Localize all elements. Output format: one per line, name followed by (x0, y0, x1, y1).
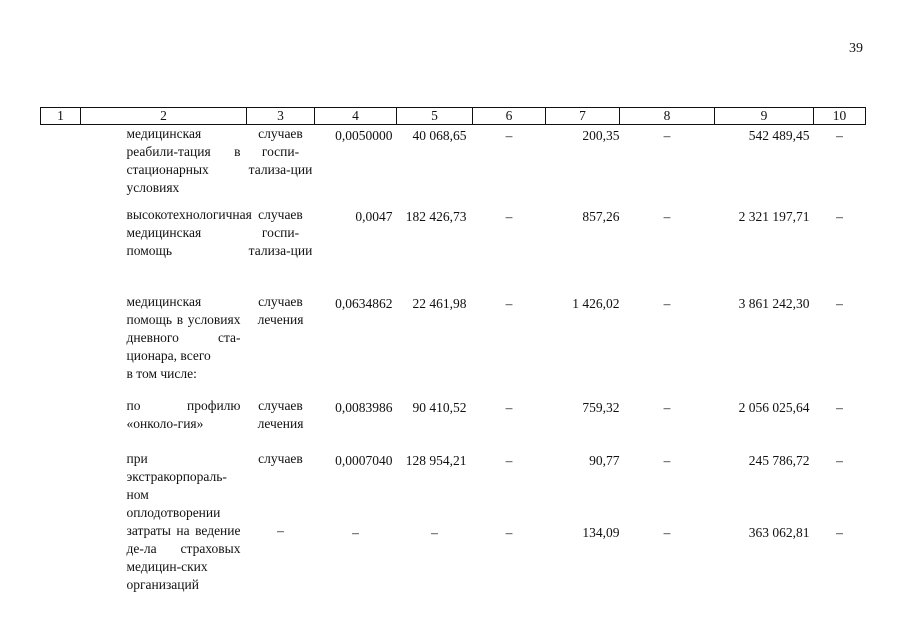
header-cell: 2 (81, 108, 247, 125)
row-value-5 (397, 365, 473, 397)
row-value-7 (546, 365, 620, 397)
table-row (41, 206, 866, 293)
row-name: высокотехнологичная медицинская помощь (126, 206, 252, 258)
header-cell: 8 (620, 108, 715, 125)
row-value-4 (315, 365, 397, 397)
row-value-10: – (836, 295, 843, 311)
row-value-6: – (505, 128, 513, 143)
row-name: медицинская помощь в условиях дневного ста-ционара, всего (126, 293, 241, 363)
row-value-9: 245 786,72 (748, 452, 810, 468)
row-value-4: 0,0047 (355, 208, 393, 224)
row-value-5: – (431, 524, 438, 540)
table-row (41, 293, 866, 365)
row-value-6: – (505, 524, 513, 540)
row-unit: – (277, 522, 284, 538)
row-value-4: 0,0634862 (335, 295, 393, 311)
row-value-9: 2 056 025,64 (738, 399, 810, 415)
row-value-5: 90 410,52 (412, 399, 467, 415)
row-unit: случаев лечения (257, 293, 304, 327)
row-value-6: – (505, 452, 513, 468)
row-name: в том числе: (126, 365, 197, 381)
row-value-5: 22 461,98 (412, 295, 467, 311)
header-cell: 10 (814, 108, 866, 125)
tariff-table (40, 107, 866, 594)
row-unit: случаев (258, 450, 303, 466)
row-value-10: – (836, 208, 843, 224)
row-value-6: – (505, 399, 513, 415)
header-cell: 6 (473, 108, 546, 125)
row-value-4: 0,0083986 (335, 399, 393, 415)
row-value-6: – (505, 208, 513, 224)
row-value-7: 1 426,02 (572, 295, 620, 311)
header-cell: 1 (41, 108, 81, 125)
row-value-8: – (663, 399, 671, 415)
row-name: при экстракорпораль-ном оплодотворении (126, 450, 227, 520)
row-value-4: – (352, 524, 359, 540)
row-value-10: – (836, 524, 843, 540)
row-value-8: – (663, 295, 671, 311)
row-value-9: 542 489,45 (748, 128, 810, 143)
row-value-7: 200,35 (582, 128, 620, 143)
row-value-7: 134,09 (582, 524, 620, 540)
header-cell: 7 (546, 108, 620, 125)
row-value-9: 363 062,81 (748, 524, 810, 540)
row-value-10: – (836, 399, 843, 415)
page-number: 39 (849, 41, 863, 56)
row-value-8: – (663, 128, 671, 143)
row-value-7: 759,32 (582, 399, 620, 415)
row-value-5: 182 426,73 (405, 208, 467, 224)
row-unit (247, 365, 315, 397)
table-row (41, 522, 866, 594)
row-value-5: 128 954,21 (405, 452, 467, 468)
row-value-5: 40 068,65 (412, 128, 467, 143)
header-cell: 5 (397, 108, 473, 125)
table-row (41, 397, 866, 450)
table-row (41, 450, 866, 522)
row-value-10: – (836, 452, 843, 468)
row-name: медицинская реабили-тация в стационарных условиях (126, 126, 241, 195)
row-value-6 (473, 365, 546, 397)
header-cell: 4 (315, 108, 397, 125)
row-value-9 (715, 365, 814, 397)
row-unit: случаев госпи-тализа-ции (248, 126, 313, 177)
header-cell: 9 (715, 108, 814, 125)
row-name: затраты на ведение де-ла страховых медицин-ских организаций (126, 522, 241, 592)
row-value-6: – (505, 295, 513, 311)
row-value-7: 857,26 (582, 208, 620, 224)
row-unit: случаев госпи-тализа-ции (248, 206, 313, 258)
row-value-8: – (663, 452, 671, 468)
row-unit: случаев лечения (257, 397, 304, 431)
row-value-4: 0,0050000 (335, 128, 393, 143)
row-value-10: – (836, 128, 843, 143)
row-value-9: 3 861 242,30 (738, 295, 810, 311)
row-value-10 (814, 365, 866, 397)
row-name: по профилю «онколо-гия» (126, 397, 241, 431)
row-value-8 (620, 365, 715, 397)
row-value-8: – (663, 208, 671, 224)
row-value-8: – (663, 524, 671, 540)
row-value-9: 2 321 197,71 (738, 208, 810, 224)
row-value-7: 90,77 (589, 452, 620, 468)
table-row (41, 125, 866, 206)
table-row (41, 365, 866, 397)
table-header (41, 108, 866, 125)
header-cell: 3 (247, 108, 315, 125)
row-value-4: 0,0007040 (335, 452, 393, 468)
